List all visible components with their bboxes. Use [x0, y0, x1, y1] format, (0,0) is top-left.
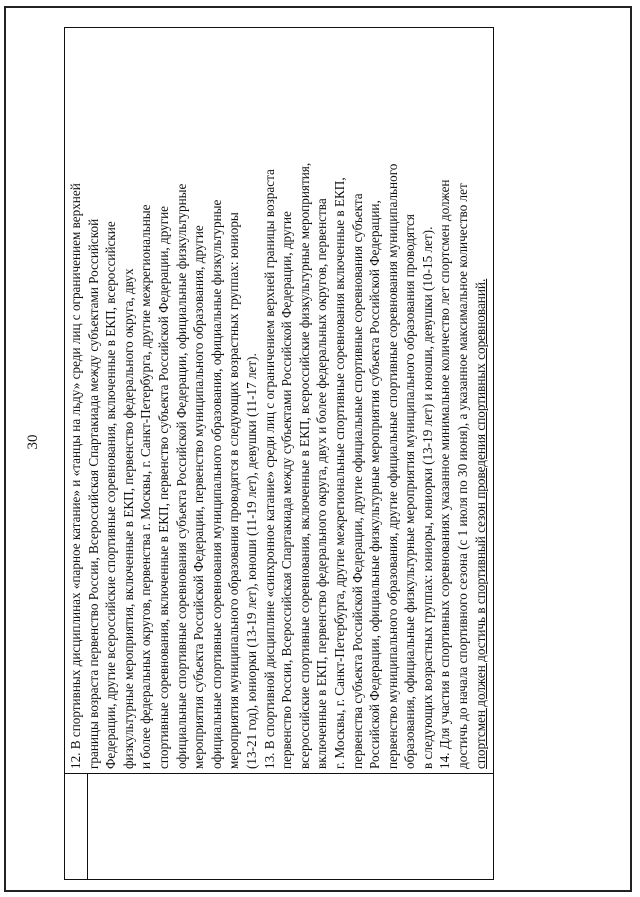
document-table — [64, 27, 494, 880]
text-line: первенство муниципального образования, другие официальные спортивные соревнования муниципального — [384, 163, 400, 769]
text-line: (13-21 год), юниорки (13-19 лет), юноши (11-19 лет), девушки (11-17 лет). — [243, 353, 259, 769]
table-text-cell — [67, 31, 489, 769]
text-line: мероприятия субъекта Российской Федерации, первенство муниципального образования, другие — [191, 225, 207, 769]
text-line: образования, официальные физкультурные мероприятия муниципального образования проводятся — [402, 214, 418, 769]
text-line: всероссийские спортивные соревнования, включенные в ЕКП, всероссийские физкультурные мероприятия, — [296, 162, 312, 769]
text-line: спортсмен должен достичь в спортивный сезон проведения спортивных соревнований. — [472, 278, 488, 769]
text-line: в следующих возрастных группах: юниоры, юниорки (13-19 лет) и юноши, девушки (10-15 лет). — [419, 226, 435, 769]
text-line: границы возраста первенство России, Всероссийская Спартакиада между субъектами Российской — [85, 218, 101, 769]
text-line: Федерации, другие всероссийские спортивные соревнования, включенные в ЕКП, всероссийские — [103, 221, 119, 769]
text-line: первенство России, Всероссийская Спартакиада между субъектами Российской Федерации, другие — [279, 211, 295, 769]
table-row-divider — [87, 774, 88, 879]
text-line: 13. В спортивной дисциплине «синхронное катание» среди лиц с ограничением верхней границы возраста — [261, 169, 277, 769]
text-line: первенства субъекта Российской Федерации, другие официальные спортивные соревнования субъекта — [349, 193, 365, 769]
text-line: достичь до начала спортивного сезона (с 1 июля по 30 июня), а указанное максимальное количество лет — [455, 183, 471, 769]
text-line: 12. В спортивных дисциплинах «парное катание» и «танцы на льду» среди лиц с ограничением верхней — [68, 183, 83, 769]
text-line: официальные спортивные соревнования субъекта Российской Федерации, официальные физкультурные — [173, 183, 189, 769]
text-line: включенные в ЕКП, первенство федерального округа, двух и более федеральных округов, первенства — [314, 198, 330, 769]
text-line: Российской Федерации, официальные физкультурные мероприятия субъекта Российской Федерации, — [367, 200, 383, 769]
text-line: и более федеральных округов, первенства г. Москвы, г. Санкт-Петербурга, другие межрегиональные — [138, 204, 154, 769]
rotated-document-page — [20, 10, 620, 890]
text-line: 14. Для участия в спортивных соревнованиях указанное минимальное количество лет спортсмен должен — [437, 179, 453, 769]
text-line: физкультурные мероприятия, включенные в ЕКП, первенство федерального округа, двух — [120, 268, 136, 769]
text-line: мероприятия муниципального образования проводятся в следующих возрастных группах: юниоры — [226, 212, 242, 769]
text-line: официальные спортивные соревнования муниципального образования, официальные физкультурные — [208, 199, 224, 769]
table-column-divider — [65, 773, 493, 774]
page-number: 30 — [25, 434, 41, 450]
text-line: г. Москвы, г. Санкт-Петербурга, другие межрегиональные спортивные соревнования включенные в ЕКП, — [331, 177, 347, 769]
text-line: спортивные соревнования, включенные в ЕКП, первенство субъекта Российской Федерации, другие — [155, 205, 171, 769]
